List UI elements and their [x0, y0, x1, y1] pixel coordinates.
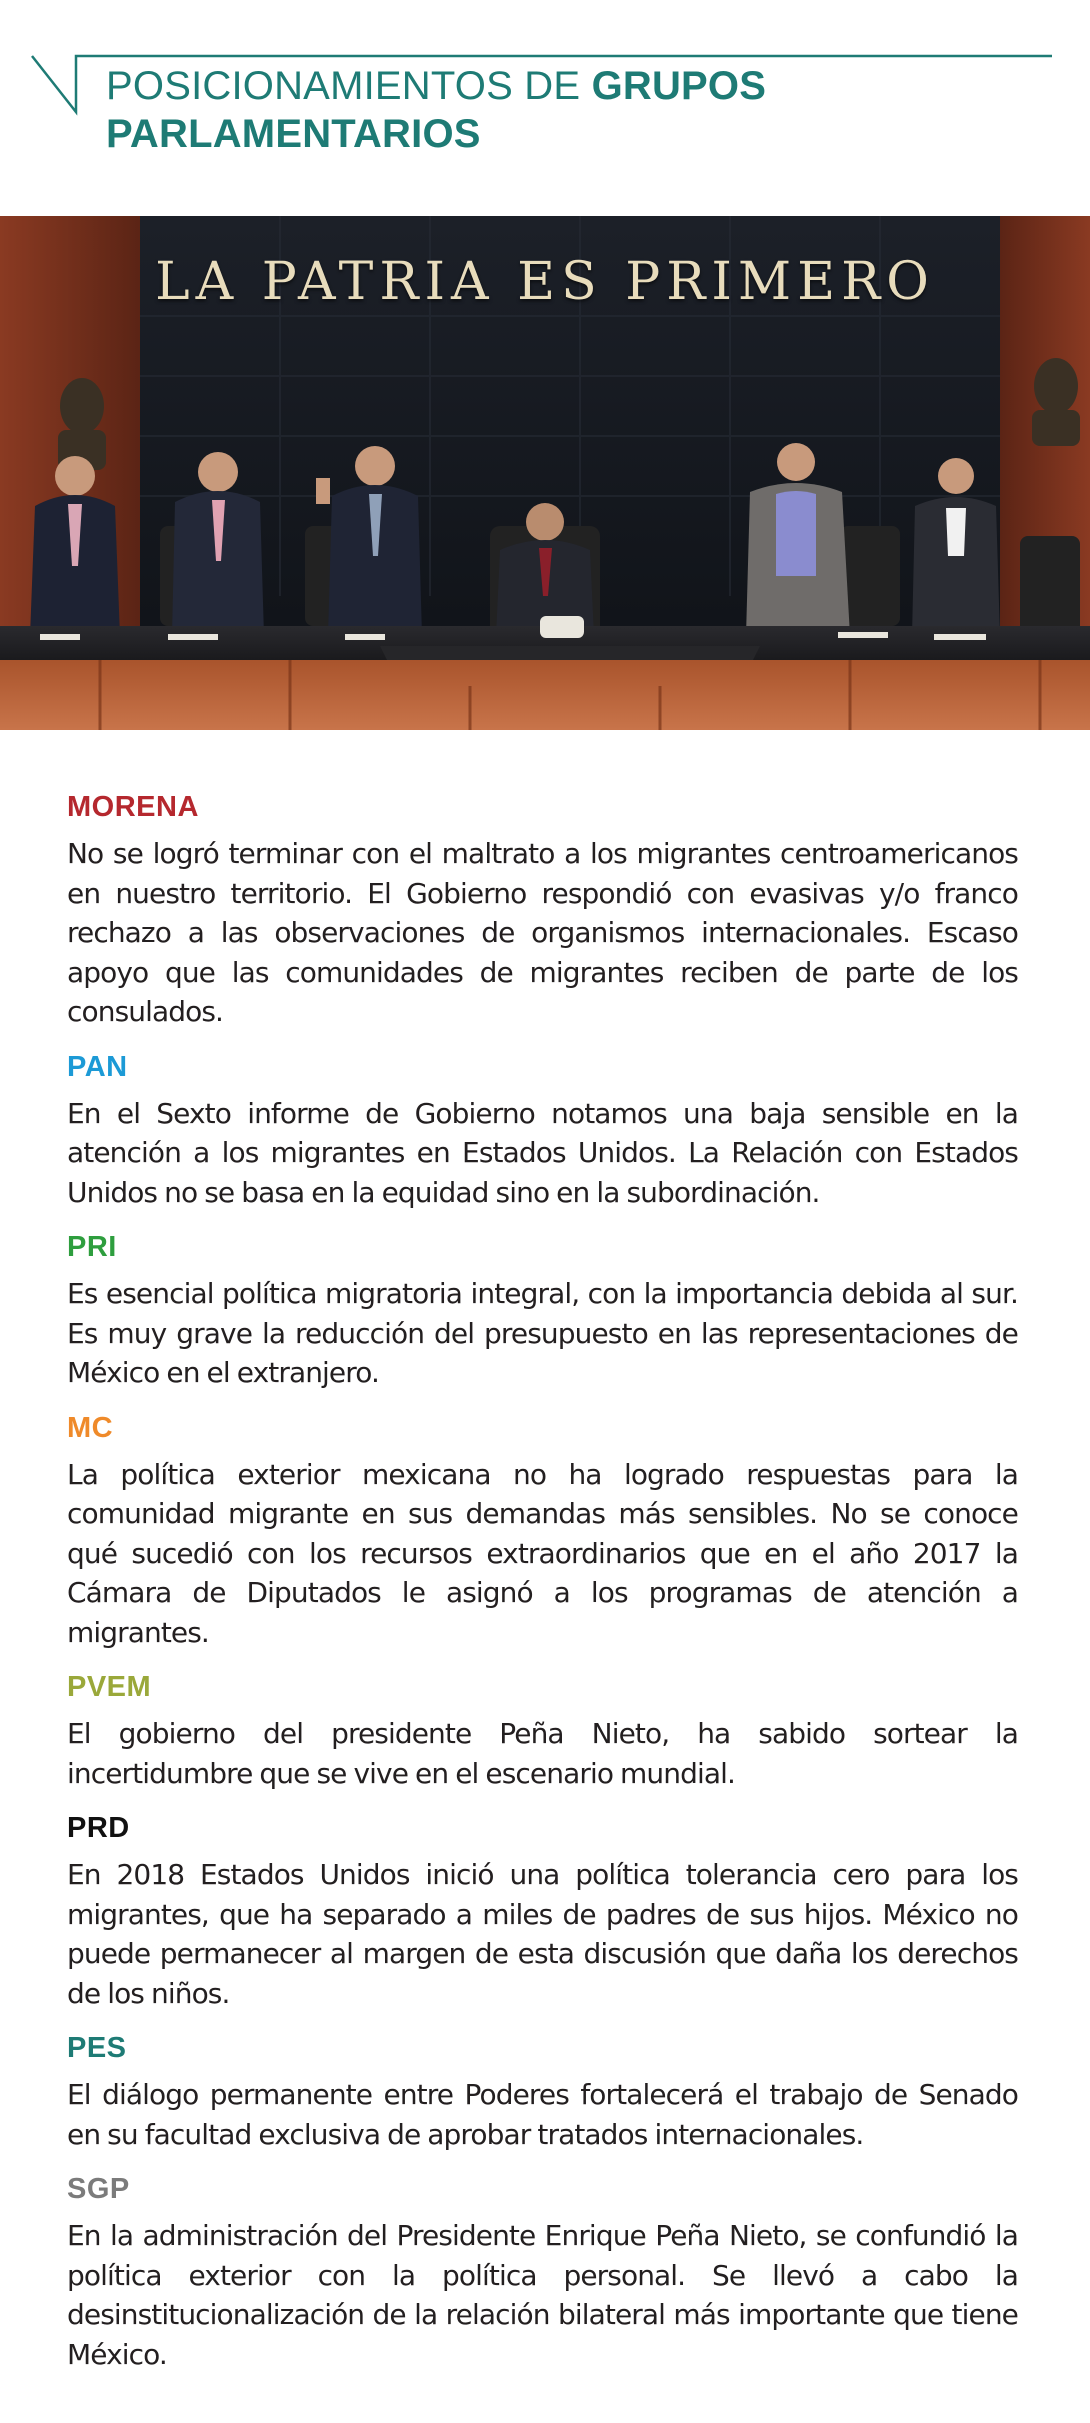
party-prd [67, 1811, 1018, 2013]
party-text-prd: En 2018 Estados Unidos inició una política tolerancia cero para los migrantes, que ha separado a miles de padres de sus hijos. México no puede permanecer al margen de esta discusión que daña los derechos de los niños. [67, 1858, 1018, 2010]
party-pes [67, 2031, 1018, 2154]
page-title [106, 62, 1006, 158]
title-light: POSICIONAMIENTOS DE [106, 64, 592, 108]
party-text-pan: En el Sexto informe de Gobierno notamos una baja sensible en la atención a los migrantes en Estados Unidos. La Relación con Estados Unidos no se basa en la equidad sino en la subordinación. [67, 1096, 1018, 1209]
party-text-pes: El diálogo permanente entre Poderes fortalecerá el trabajo de Senado en su facultad exclusiva de aprobar tratados internacionales. [67, 2078, 1018, 2151]
party-mc [67, 1411, 1018, 1653]
party-text-mc: La política exterior mexicana no ha logrado respuestas para la comunidad migrante en sus demandas más sensibles. No se conoce qué sucedió con los recursos extraordinarios que en el año 2017 la Cámara de Diputados le asignó a los programas de atención a migrantes. [67, 1457, 1018, 1649]
title-bold-2: PARLAMENTARIOS [106, 112, 481, 156]
party-name-pan: PAN [67, 1050, 128, 1083]
party-name-prd: PRD [67, 1812, 130, 1844]
senate-photo [0, 216, 1090, 730]
photo-motto: LA PATRIA ES PRIMERO [155, 252, 935, 312]
party-name-sgp: SGP [67, 2173, 130, 2205]
party-name-morena: MORENA [67, 791, 199, 823]
party-name-pes: PES [67, 2032, 127, 2064]
party-text-sgp: En la administración del Presidente Enrique Peña Nieto, se confundió la política exterior con la política personal. Se llevó a cabo la desinstitucionalización de la relación bilateral más importante que tiene México. [67, 2219, 1018, 2371]
party-pri [67, 1230, 1018, 1393]
party-text-pri: Es esencial política migratoria integral, con la importancia debida al sur. Es muy grave la reducción del presupuesto en las representaciones de México en el extranjero. [67, 1277, 1018, 1389]
title-bold-1: GRUPOS [591, 64, 767, 108]
party-pvem [67, 1670, 1018, 1793]
page-header [0, 0, 1090, 216]
party-text-pvem: El gobierno del presidente Peña Nieto, ha sabido sortear la incertidumbre que se vive en el escenario mundial. [67, 1717, 1018, 1790]
party-name-pvem: PVEM [67, 1671, 152, 1703]
party-pan [67, 1050, 1018, 1213]
party-positions [67, 790, 1018, 2392]
party-name-pri: PRI [67, 1231, 117, 1263]
party-sgp [67, 2172, 1018, 2374]
party-morena [67, 790, 1018, 1032]
party-text-morena: No se logró terminar con el maltrato a los migrantes centroamericanos en nuestro territorio. El Gobierno respondió con evasivas y/o franco rechazo a las observaciones de organismos internacionales. Escaso apoyo que las comunidades de migrantes reciben de parte de los consulados. [67, 837, 1018, 1028]
party-name-mc: MC [67, 1411, 114, 1444]
